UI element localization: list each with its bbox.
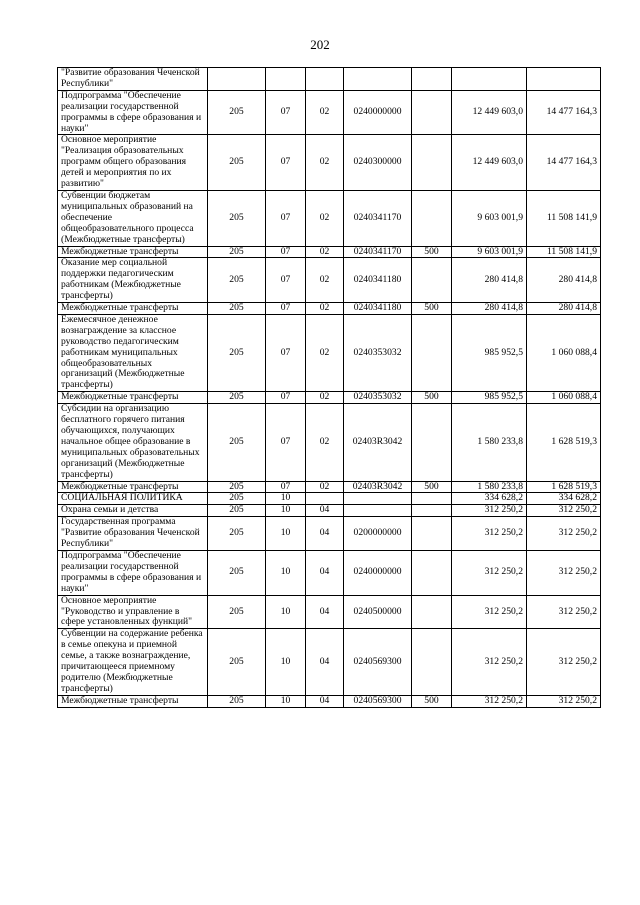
cell-ministry-code: 205	[208, 550, 266, 595]
cell-amount-year-1: 312 250,2	[452, 517, 527, 551]
cell-name: Охрана семьи и детства	[58, 505, 208, 517]
cell-target-article	[344, 68, 412, 91]
cell-section-code: 07	[266, 135, 306, 191]
cell-amount-year-2: 14 477 164,3	[527, 135, 601, 191]
cell-ministry-code: 205	[208, 493, 266, 505]
cell-section-code	[266, 68, 306, 91]
cell-ministry-code: 205	[208, 314, 266, 391]
cell-target-article: 0240341170	[344, 246, 412, 258]
cell-subsection-code: 02	[306, 135, 344, 191]
table-row	[58, 595, 601, 629]
cell-name: "Развитие образования Чеченской Республики"	[58, 68, 208, 91]
cell-section-code: 10	[266, 505, 306, 517]
cell-expense-type	[412, 595, 452, 629]
table-row	[58, 190, 601, 246]
cell-subsection-code: 02	[306, 258, 344, 303]
cell-subsection-code: 04	[306, 595, 344, 629]
cell-expense-type	[412, 505, 452, 517]
cell-name: Основное мероприятие "Руководство и управление в сфере установленных функций"	[58, 595, 208, 629]
cell-amount-year-2: 11 508 141,9	[527, 246, 601, 258]
table-row	[58, 550, 601, 595]
cell-name: Субвенции бюджетам муниципальных образований на обеспечение общеобразовательного процесса (Межбюджетные трансферты)	[58, 190, 208, 246]
cell-section-code: 07	[266, 481, 306, 493]
cell-ministry-code: 205	[208, 695, 266, 707]
cell-amount-year-2: 312 250,2	[527, 629, 601, 695]
cell-target-article	[344, 493, 412, 505]
cell-expense-type	[412, 550, 452, 595]
cell-amount-year-2	[527, 68, 601, 91]
cell-section-code: 10	[266, 550, 306, 595]
cell-section-code: 07	[266, 314, 306, 391]
cell-target-article: 0240341180	[344, 303, 412, 315]
cell-target-article: 0240500000	[344, 595, 412, 629]
cell-name: СОЦИАЛЬНАЯ ПОЛИТИКА	[58, 493, 208, 505]
cell-amount-year-2: 312 250,2	[527, 595, 601, 629]
cell-name: Подпрограмма "Обеспечение реализации государственной программы в сфере образования и науки"	[58, 550, 208, 595]
cell-section-code: 10	[266, 695, 306, 707]
cell-amount-year-1: 9 603 001,9	[452, 246, 527, 258]
cell-name: Субвенции на содержание ребенка в семье опекуна и приемной семье, а также вознаграждение, причитающееся приемному родителю (Межбюджетные трансферты)	[58, 629, 208, 695]
table-row	[58, 314, 601, 391]
cell-amount-year-1	[452, 68, 527, 91]
cell-target-article: 0240000000	[344, 550, 412, 595]
cell-target-article	[344, 505, 412, 517]
cell-subsection-code: 02	[306, 303, 344, 315]
cell-target-article: 0240000000	[344, 90, 412, 135]
cell-target-article: 0200000000	[344, 517, 412, 551]
cell-section-code: 07	[266, 303, 306, 315]
cell-amount-year-1: 985 952,5	[452, 314, 527, 391]
cell-target-article: 0240569300	[344, 629, 412, 695]
cell-expense-type	[412, 190, 452, 246]
cell-amount-year-2: 11 508 141,9	[527, 190, 601, 246]
cell-ministry-code: 205	[208, 595, 266, 629]
table-row	[58, 695, 601, 707]
cell-expense-type	[412, 258, 452, 303]
cell-name: Государственная программа "Развитие образования Чеченской Республики"	[58, 517, 208, 551]
cell-name: Субсидии на организацию бесплатного горячего питания обучающихся, получающих начальное общее образование в муниципальных образовательных организаций (Межбюджетные трансферты)	[58, 404, 208, 481]
table-row	[58, 246, 601, 258]
cell-name: Подпрограмма "Обеспечение реализации государственной программы в сфере образования и науки"	[58, 90, 208, 135]
cell-amount-year-2: 1 060 088,4	[527, 392, 601, 404]
cell-subsection-code	[306, 493, 344, 505]
cell-target-article: 0240300000	[344, 135, 412, 191]
cell-subsection-code: 04	[306, 517, 344, 551]
cell-expense-type: 500	[412, 246, 452, 258]
table-row	[58, 629, 601, 695]
cell-section-code: 10	[266, 493, 306, 505]
table-row	[58, 493, 601, 505]
cell-amount-year-2: 14 477 164,3	[527, 90, 601, 135]
table-row	[58, 505, 601, 517]
table-row	[58, 404, 601, 481]
cell-subsection-code: 02	[306, 481, 344, 493]
cell-amount-year-1: 12 449 603,0	[452, 135, 527, 191]
cell-amount-year-1: 1 580 233,8	[452, 404, 527, 481]
cell-amount-year-2: 1 628 519,3	[527, 404, 601, 481]
cell-section-code: 07	[266, 258, 306, 303]
cell-ministry-code: 205	[208, 90, 266, 135]
table-row	[58, 68, 601, 91]
cell-ministry-code: 205	[208, 135, 266, 191]
cell-target-article: 0240569300	[344, 695, 412, 707]
cell-amount-year-1: 9 603 001,9	[452, 190, 527, 246]
table-row	[58, 392, 601, 404]
cell-ministry-code: 205	[208, 404, 266, 481]
cell-name: Межбюджетные трансферты	[58, 246, 208, 258]
cell-ministry-code	[208, 68, 266, 91]
cell-subsection-code: 02	[306, 392, 344, 404]
cell-amount-year-1: 312 250,2	[452, 595, 527, 629]
cell-subsection-code: 04	[306, 550, 344, 595]
cell-amount-year-1: 12 449 603,0	[452, 90, 527, 135]
cell-subsection-code: 04	[306, 629, 344, 695]
cell-target-article: 02403R3042	[344, 404, 412, 481]
cell-name: Межбюджетные трансферты	[58, 392, 208, 404]
cell-ministry-code: 205	[208, 392, 266, 404]
cell-target-article: 0240353032	[344, 314, 412, 391]
cell-subsection-code	[306, 68, 344, 91]
cell-target-article: 0240353032	[344, 392, 412, 404]
table-row	[58, 90, 601, 135]
cell-amount-year-1: 334 628,2	[452, 493, 527, 505]
table-row	[58, 258, 601, 303]
cell-target-article: 0240341170	[344, 190, 412, 246]
cell-amount-year-2: 334 628,2	[527, 493, 601, 505]
cell-ministry-code: 205	[208, 505, 266, 517]
cell-expense-type: 500	[412, 392, 452, 404]
cell-amount-year-2: 280 414,8	[527, 303, 601, 315]
cell-expense-type	[412, 517, 452, 551]
cell-name: Межбюджетные трансферты	[58, 303, 208, 315]
cell-amount-year-2: 280 414,8	[527, 258, 601, 303]
cell-subsection-code: 02	[306, 190, 344, 246]
table-row	[58, 517, 601, 551]
cell-subsection-code: 04	[306, 695, 344, 707]
cell-ministry-code: 205	[208, 303, 266, 315]
cell-ministry-code: 205	[208, 517, 266, 551]
cell-amount-year-2: 1 628 519,3	[527, 481, 601, 493]
cell-expense-type: 500	[412, 695, 452, 707]
cell-name: Основное мероприятие "Реализация образовательных программ общего образования детей и мероприятия по их развитию"	[58, 135, 208, 191]
cell-ministry-code: 205	[208, 258, 266, 303]
table-row	[58, 481, 601, 493]
table-row	[58, 135, 601, 191]
cell-ministry-code: 205	[208, 190, 266, 246]
cell-target-article: 02403R3042	[344, 481, 412, 493]
cell-expense-type	[412, 404, 452, 481]
cell-amount-year-1: 280 414,8	[452, 303, 527, 315]
cell-section-code: 07	[266, 404, 306, 481]
cell-amount-year-1: 1 580 233,8	[452, 481, 527, 493]
cell-section-code: 10	[266, 517, 306, 551]
cell-expense-type: 500	[412, 303, 452, 315]
cell-amount-year-2: 312 250,2	[527, 550, 601, 595]
cell-subsection-code: 02	[306, 246, 344, 258]
cell-amount-year-2: 312 250,2	[527, 505, 601, 517]
cell-subsection-code: 04	[306, 505, 344, 517]
cell-amount-year-1: 280 414,8	[452, 258, 527, 303]
table-body	[58, 68, 601, 708]
cell-name: Оказание мер социальной поддержки педагогическим работникам (Межбюджетные трансферты)	[58, 258, 208, 303]
cell-name: Межбюджетные трансферты	[58, 481, 208, 493]
cell-expense-type	[412, 135, 452, 191]
cell-section-code: 10	[266, 595, 306, 629]
cell-name: Ежемесячное денежное вознаграждение за классное руководство педагогическим работникам муниципальных общеобразовательных организаций (Межбюджетные трансферты)	[58, 314, 208, 391]
cell-name: Межбюджетные трансферты	[58, 695, 208, 707]
cell-section-code: 07	[266, 246, 306, 258]
cell-amount-year-1: 312 250,2	[452, 695, 527, 707]
cell-amount-year-1: 312 250,2	[452, 629, 527, 695]
cell-subsection-code: 02	[306, 404, 344, 481]
cell-section-code: 07	[266, 190, 306, 246]
cell-ministry-code: 205	[208, 629, 266, 695]
cell-expense-type	[412, 68, 452, 91]
cell-amount-year-1: 312 250,2	[452, 505, 527, 517]
cell-expense-type	[412, 90, 452, 135]
cell-subsection-code: 02	[306, 314, 344, 391]
cell-expense-type	[412, 629, 452, 695]
cell-expense-type: 500	[412, 481, 452, 493]
cell-section-code: 07	[266, 90, 306, 135]
cell-expense-type	[412, 314, 452, 391]
cell-expense-type	[412, 493, 452, 505]
page-number: 202	[310, 37, 330, 52]
cell-amount-year-1: 985 952,5	[452, 392, 527, 404]
cell-section-code: 10	[266, 629, 306, 695]
cell-amount-year-2: 1 060 088,4	[527, 314, 601, 391]
budget-table	[57, 67, 601, 708]
cell-ministry-code: 205	[208, 246, 266, 258]
table-row	[58, 303, 601, 315]
cell-subsection-code: 02	[306, 90, 344, 135]
cell-target-article: 0240341180	[344, 258, 412, 303]
cell-amount-year-2: 312 250,2	[527, 517, 601, 551]
cell-section-code: 07	[266, 392, 306, 404]
cell-ministry-code: 205	[208, 481, 266, 493]
cell-amount-year-1: 312 250,2	[452, 550, 527, 595]
cell-amount-year-2: 312 250,2	[527, 695, 601, 707]
